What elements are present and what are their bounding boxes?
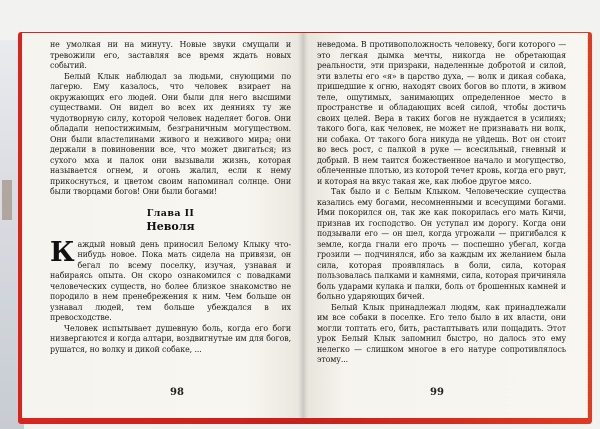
drop-cap: К xyxy=(50,236,75,268)
left-paragraph-4: Человек испытывает душевную боль, когда его боги низвергаются и когда алтари, воздвигнутые им для богов, рушатся, но волку и дикой собаке, ... xyxy=(50,323,291,354)
first-paragraph-text: аждый новый день приносил Белому Клыку что-нибудь новое. Пока мать сидела на привязи, он бегал по всему поселку, изучая, узнавая и набираясь опыта. Он скоро ознакомился с повадками человеческих существ, но более близкое знакомство не породило в нем пренебрежения к ним. Чем больше он узнавал людей, тем больше убеждался в их превосходстве. xyxy=(50,239,291,322)
right-paragraph-3: Белый Клык принадлежал людям, как принадлежали им все собаки в поселке. Его тело было в их власти, они могли топтать его, бить, растаптывать или пощадить. Этот урок Белый Клык запомнил быстро, но далось это ему нелегко — слишком многое в его натуре сопротивлялось этому... xyxy=(317,302,566,364)
left-paragraph-1: не умолкая ни на минуту. Новые звуки смущали и тревожили его, заставляя все время ждать новых событий. xyxy=(50,40,291,70)
chapter-number: Глава II xyxy=(146,207,195,219)
page-edges xyxy=(587,35,588,416)
chapter-title: Неволя xyxy=(146,219,195,233)
left-paragraph-2: Белый Клык наблюдал за людьми, снующими по лагерю. Ему казалось, что человек взирает на окружающих его людей. Они были для него высшими существами. Он видел во всех их деяниях ту же чудотворную силу, которой человек наделяет богов. Они обладали непостижимым, безграничным могуществом. Они были властелинами живого и неживого мира; они держали в повиновении все, что может двигаться; из сухого мха и палок они вызывали жизнь, которая называется огнем, и огонь жалил, если к нему прикоснуться, и цветом своим напоминал солнце. Они были творцами богов! Они были богами! xyxy=(50,71,291,196)
page-number-left: 98 xyxy=(170,387,184,398)
open-book xyxy=(22,33,588,418)
chapter-heading xyxy=(50,208,291,233)
book-gutter xyxy=(298,33,308,418)
right-page xyxy=(303,33,588,418)
page-number-right: 99 xyxy=(430,387,444,398)
right-paragraph-2: Так было и с Белым Клыком. Человеческие существа казались ему богами, несомненными и всесущими богами. Ими покорился он, так же как покорилась его мать Кичи, признав их господство. Он уступал им дорогу. Когда они подзывали его — он шел, когда угрожали — пригибался к земле, когда гнали его прочь — поспешно убегал, когда грозили — подчинялся, ибо за каждым их желанием была сила, которая проявлялась в боли, сила, которая пользовалась палками и камнями, сила, которая причиняла боль ударами кулака и палки, боль от брошенных камней и больно ударяющих бичей. xyxy=(317,187,566,301)
left-page xyxy=(22,33,303,418)
chapter-first-paragraph xyxy=(50,236,291,324)
background-decoration xyxy=(2,180,12,220)
right-paragraph-1: неведома. В противоположность человеку, боги которого — это легкая дымка мечты, никогда не обретающая реальности, эти призраки, наделенные добротой и силой, эти взлеты его «я» в царство духа, — волк и дикая собака, пришедшие к огню, находят своих богов во плоти, в живом теле, ощутимых, занимающих определенное место в пространстве и обладающих всей силой, чтобы достичь своих целей. Вера в таких богов не нуждается в усилиях; такого бога, как человек, не может не признавать ни волк, ни собака. От такого бога никуда не уйдешь. Вот он стоит во весь рост, с палкой в руке — всесильный, гневный и добрый. В нем таится божественное начало и могущество, облеченные плотью, из которой течет кровь, когда его рвут, и которая на вкус такая же, как любое другое мясо. xyxy=(317,40,566,186)
